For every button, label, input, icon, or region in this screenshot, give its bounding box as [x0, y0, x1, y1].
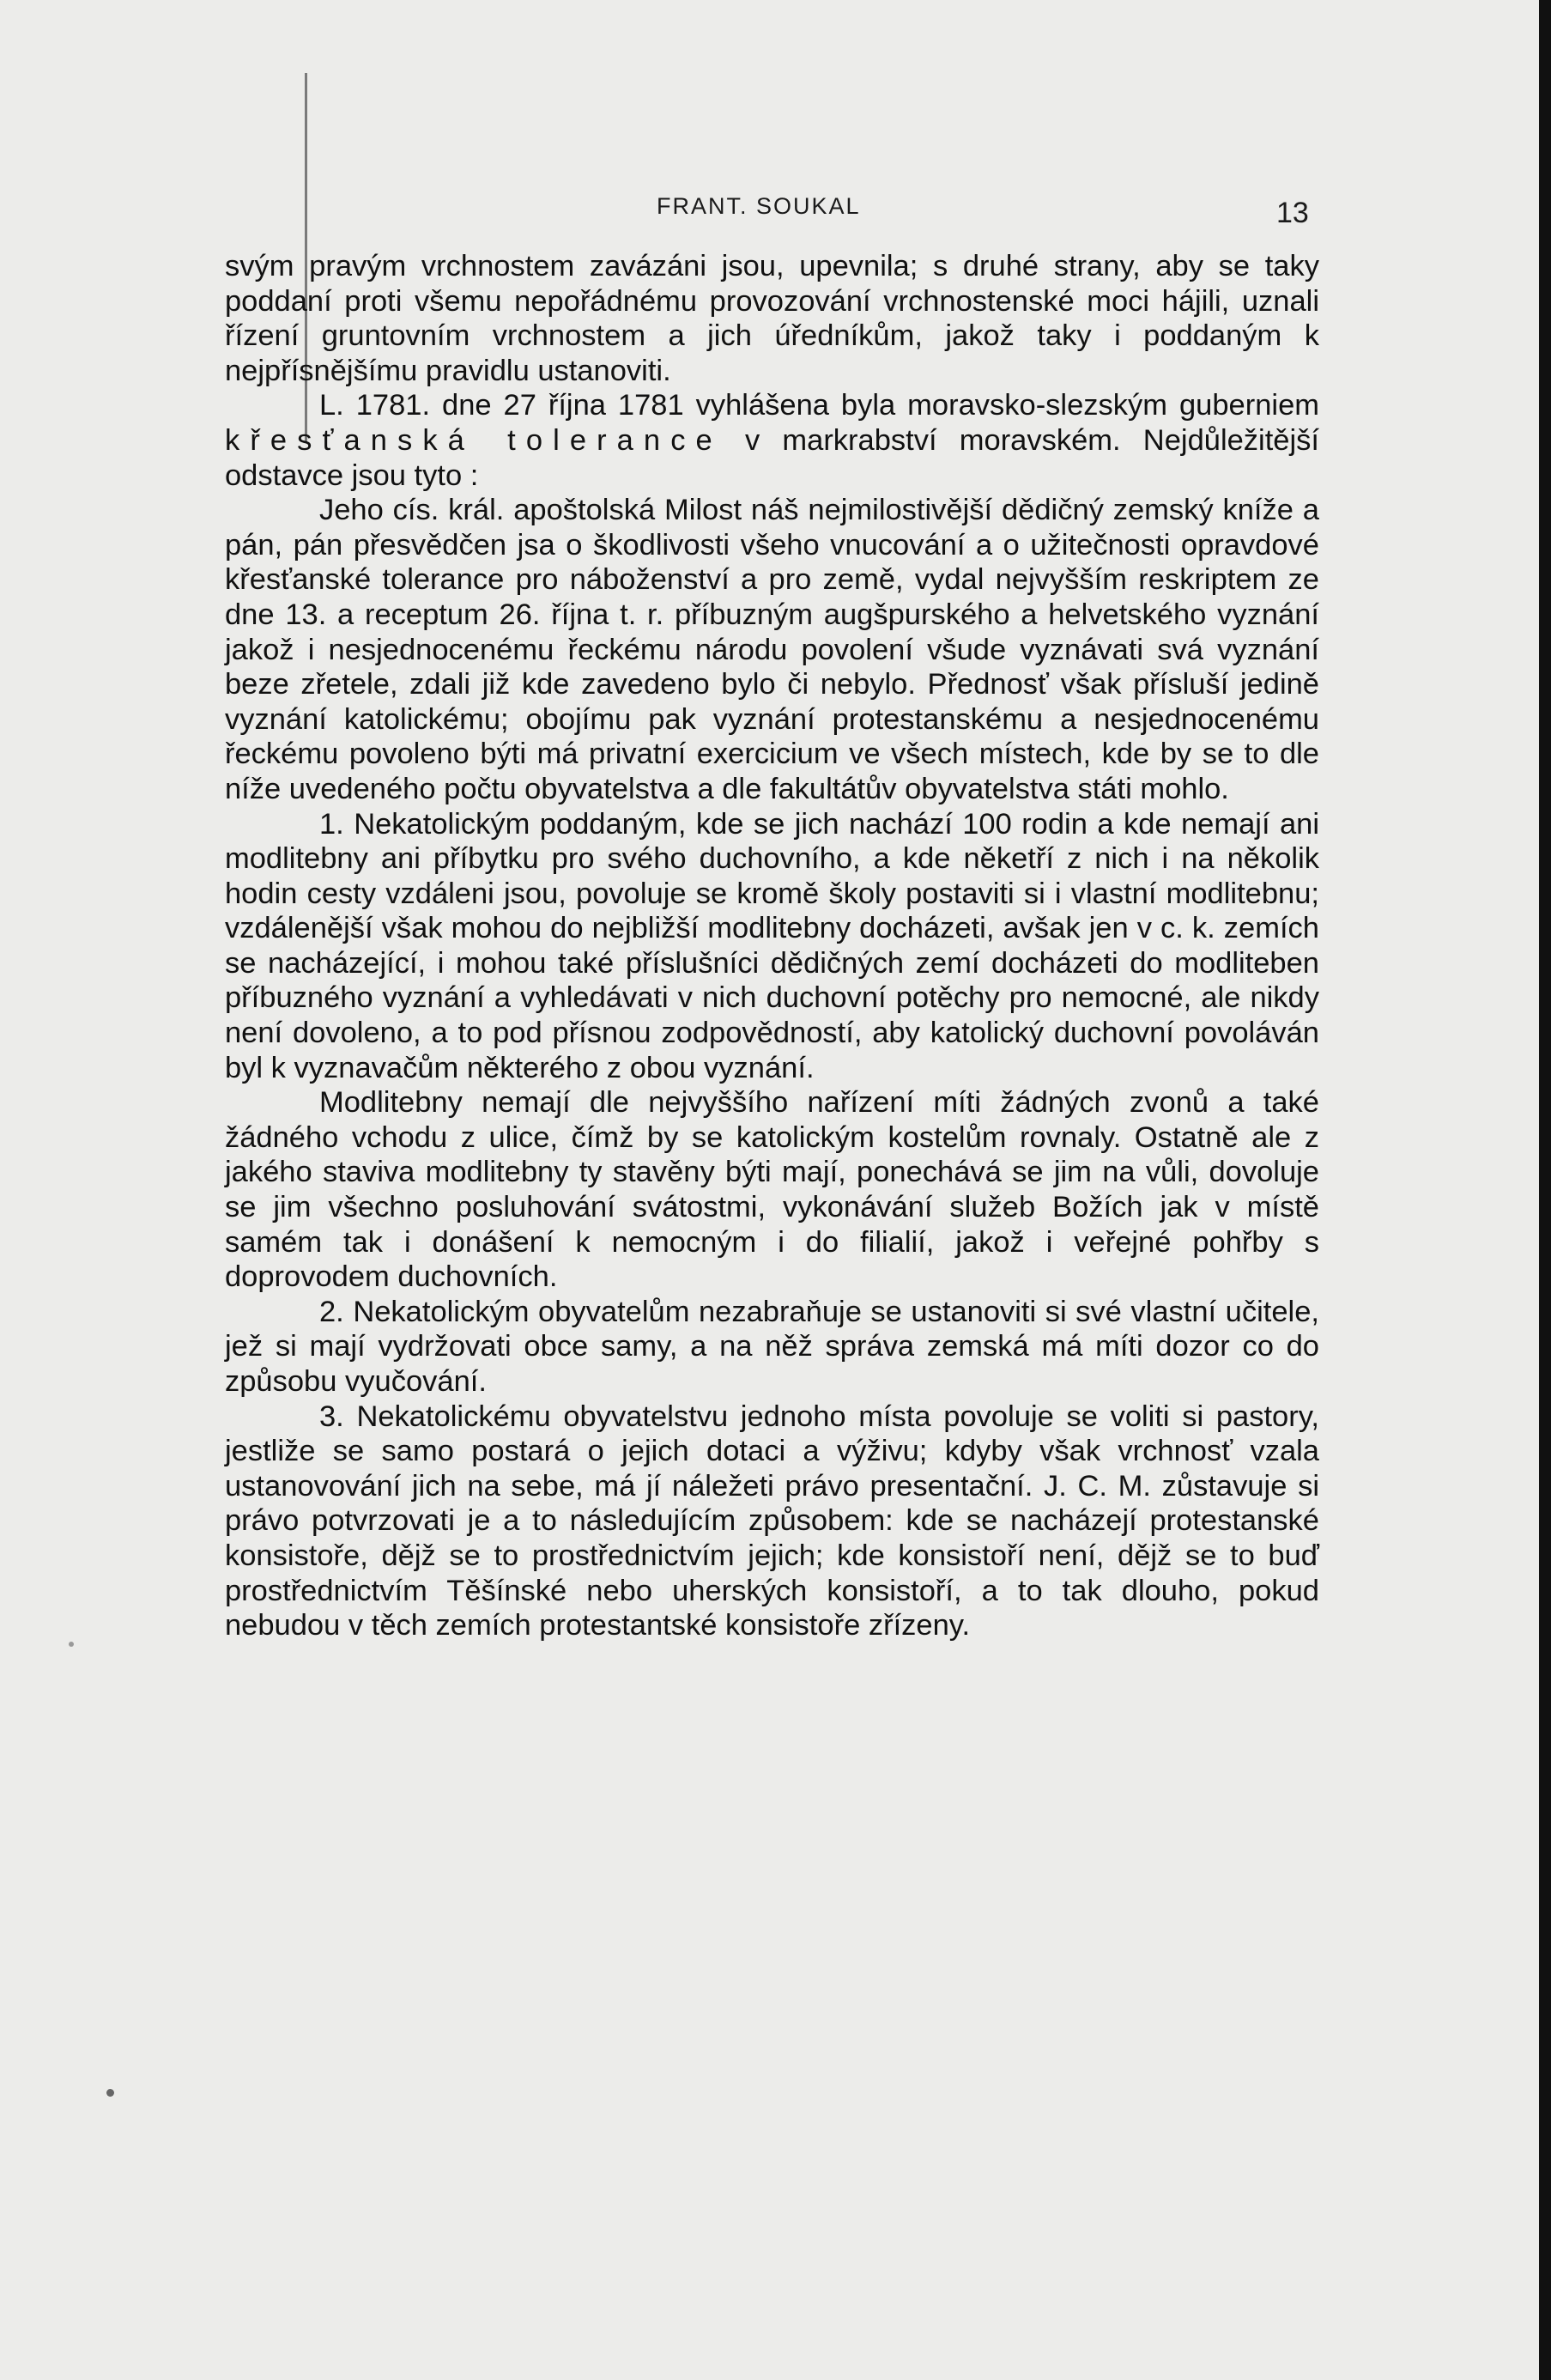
body-text — [225, 249, 1319, 1643]
emphasized-phrase: křesťanská tolerance — [225, 423, 723, 457]
paragraph-point-3: 3. Nekatolickému obyvatelstvu jednoho místa povoluje se voliti si pastory, jestliže se samo postará o jejich dotaci a výživu; kdyby však vrchnosť vzala ustanovování jich na sebe, má jí náležeti právo presentační. J. C. M. zůstavuje si právo potvrzovati je a to následujícím způsobem: kde se nacházejí protestanské konsistoře, dějž se to prostřednictvím jejich; kde konsistoří není, dějž se to buď prostřednictvím Těšínské nebo uherských konsistoří, a to tak dlouho, pokud nebudou v těch zemích protestantské konsistoře zřízeny. — [225, 1399, 1319, 1642]
paragraph-text-after: v markrabství moravském. Nejdůležitější odstavce jsou tyto : — [225, 423, 1319, 492]
paragraph-decree: Jeho cís. král. apoštolská Milost náš nejmilostivější dědičný zemský kníže a pán, pán přesvědčen jsa o škodlivosti všeho vnucování a o užitečnosti opravdové křesťanské tolerance pro náboženství a pro země, vydal nejvyšším reskriptem ze dne 13. a receptum 26. října t. r. příbuzným augšpurského a helvetského vyznání jakož i nesjednocenému řeckému národu povolení všude vyznávati svá vyznání beze zřetele, zdali již kde zavedeno bylo či nebylo. Přednosť však přísluší jedině vyznání katolickému; obojímu pak vyznání protestanskému a nesjednocenému řeckému povoleno býti má privatní exercicium ve všech místech, kde by se to dle níže uvedeného počtu obyvatelstva a dle fakultátův obyvatelstva státi mohlo. — [225, 494, 1319, 805]
paragraph-text-before: L. 1781. dne 27 října 1781 vyhlášena byla moravsko-slezským guberniem — [319, 389, 1319, 422]
paragraph-point-1: 1. Nekatolickým poddaným, kde se jich nachází 100 rodin a kde nemají ani modlitebny ani příbytku pro svého duchovního, a kde něketří z nich i na několik hodin cesty vzdáleni jsou, povoluje se kromě školy postaviti si i vlastní modlitebnu; vzdálenější však mohou do nejbližší modlitebny docházeti, avšak jen v c. k. zemích se nacházející, i mohou také příslušníci dědičných zemí docházeti do modliteben příbuzného vyznání a vyhledávati v nich duchovní potěchy pro nemocné, ale nikdy není dovoleno, a to pod přísnou zodpovědností, aby katolický duchovní povoláván byl k vyznavačům některého z obou vyznání. — [225, 807, 1319, 1084]
scan-border — [1539, 0, 1551, 2380]
running-head — [0, 193, 1539, 245]
paragraph-point-2: 2. Nekatolickým obyvatelům nezabraňuje se ustanoviti si své vlastní učitele, jež si mají vydržovati obce samy, a na něž správa zemská má míti dozor co do způsobu vyučování. — [225, 1295, 1319, 1398]
paragraph-continuation: svým pravým vrchnostem zavázáni jsou, upevnila; s druhé strany, aby se taky poddaní proti všemu nepořádnému provozování vrchnostenské moci hájili, uznali řízení gruntovním vrchnostem a jich úředníkům, jakož taky i poddaným k nejpřísnějšímu pravidlu ustanoviti. — [225, 250, 1319, 387]
running-title: FRANT. SOUKAL — [657, 193, 861, 219]
scan-speck — [106, 2089, 114, 2097]
page-number: 13 — [1276, 197, 1309, 229]
paragraph-tolerance-intro — [225, 388, 1319, 493]
paragraph-prayer-houses: Modlitebny nemají dle nejvyššího nařízení míti žádných zvonů a také žádného vchodu z ulice, čímž by se katolickým kostelům rovnaly. Ostatně ale z jakého staviva modlitebny ty stavěny býti mají, ponechává se jim na vůli, dovoluje se jim všechno posluhování svátostmi, vykonávání služeb Božích jak v místě samém tak i donášení k nemocným i do filialií, jakož i veřejné pohřby s doprovodem duchovních. — [225, 1086, 1319, 1294]
scan-speck — [69, 1642, 74, 1647]
